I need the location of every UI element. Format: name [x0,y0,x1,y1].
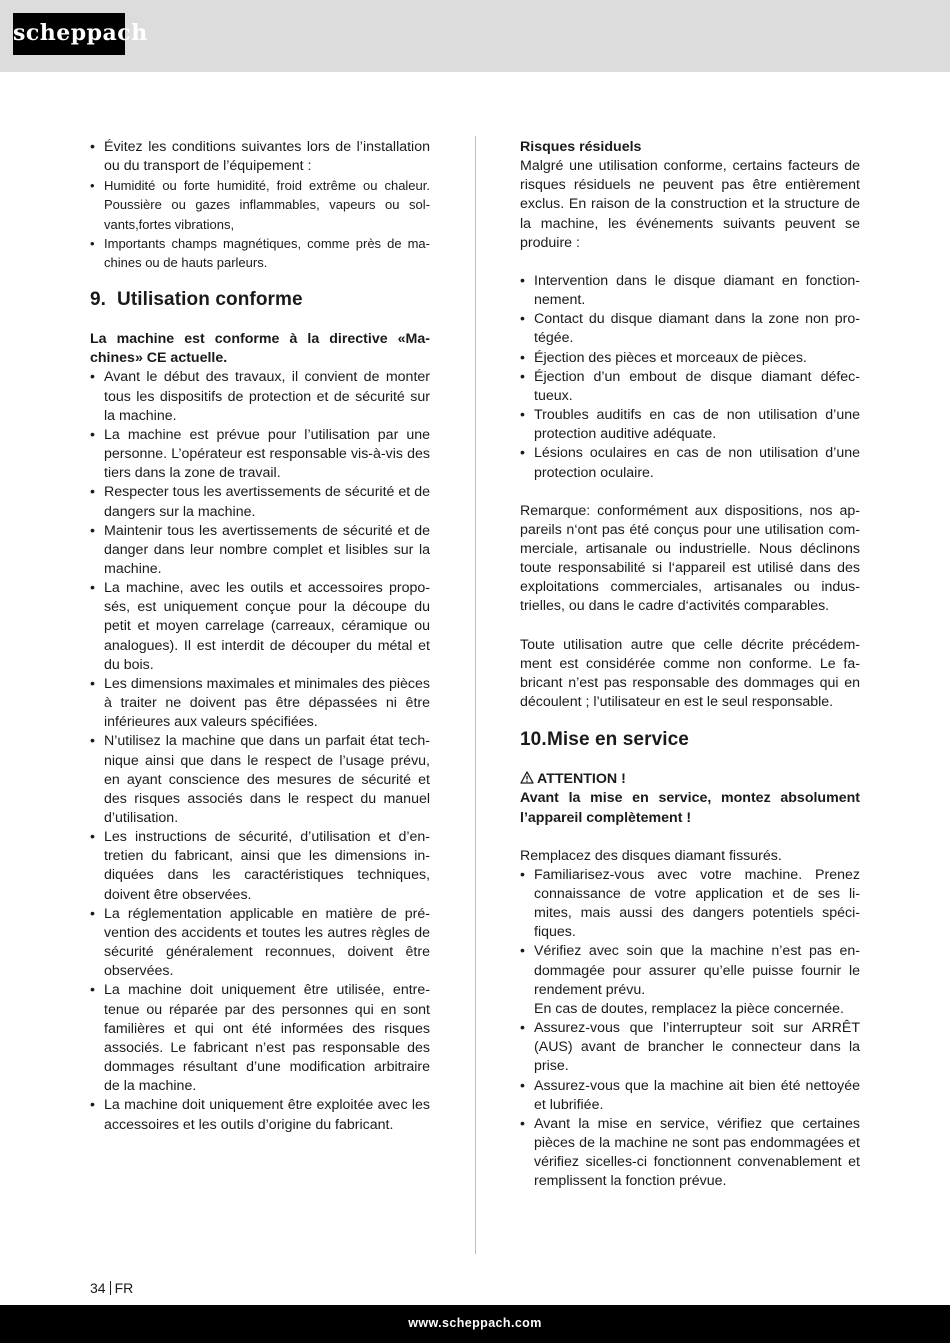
list-item: • Vérifiez avec soin que la machine n’est pas en-dommagée pour assurer qu’elle puisse fournir le rendement prévu. [520,942,860,999]
attention-label-line [520,770,860,789]
page-number-value: 34 [90,1280,106,1296]
directive-statement: La machine est conforme à la directive «Ma-chines» CE actuelle. [90,331,430,367]
list-item: • Éjection des pièces et morceaux de pièces. [520,349,860,368]
header-band [0,0,950,72]
residual-risks-intro: Malgré une utilisation conforme, certains facteurs de risques résiduels ne peuvent pas être entièrement exclus. En raison de la construction et la structure de la machine, les événements suivants peuvent se produire : [520,158,860,251]
list-item: • La machine est prévue pour l’utilisation par une personne. L’opérateur est responsable vis-à-vis des tiers dans la zone de travail. [90,426,430,483]
list-item: • La machine doit uniquement être utilisée, entre-tenue ou réparée par des personnes qui en sont familières et qui ont été informées des risques associés. Le fabricant n’est pas responsable des dommages résultant d’une modification arbitraire de la machine. [90,981,430,1096]
list-item: • Assurez-vous que l’interrupteur soit sur ARRÊT (AUS) avant de brancher le connecteur dans la prise. [520,1019,860,1076]
right-column [520,138,860,1192]
list-item: • Contact du disque diamant dans la zone non pro-tégée. [520,310,860,348]
section-title: Utilisation conforme [117,289,303,311]
language-code: FR [114,1280,134,1296]
section-number: 9. [90,289,107,311]
section-heading-9 [90,288,430,312]
attention-label: ATTENTION ! [537,771,626,788]
section-number: 10. [520,729,547,751]
nonconform-paragraph: Toute utilisation autre que celle décrite précédem-ment est considérée comme non conforme. Le fa-bricant n’est pas responsable des dommages qui en découlent ; l’utilisateur en est le seul responsable. [520,636,860,711]
replace-discs-line: Remplacez des disques diamant fissurés. [520,847,782,864]
doubt-line: En cas de doutes, remplacez la pièce concernée. [534,1000,844,1017]
list-item: • Intervention dans le disque diamant en fonction-nement. [520,272,860,310]
list-item: • Les instructions de sécurité, d’utilisation et d’en-tretien du fabricant, ainsi que les dimensions in-diquées dans les caractéristiques techniques, doivent être observées. [90,828,430,905]
list-item: • Familiarisez-vous avec votre machine. Prenez connaissance de votre application et de ses li-mites, mais aussi des dangers potentiels spéci-fiques. [520,866,860,943]
commissioning-list-continued [520,1019,860,1191]
list-item: • Évitez les conditions suivantes lors de l’installation ou du transport de l’équipement : [90,138,430,176]
page-separator [110,1281,111,1295]
list-item: • La réglementation applicable en matière de pré-vention des accidents et toutes les autres règles de sécurité généralement reconnues, doivent être observées. [90,905,430,982]
list-item: • Éjection d’un embout de disque diamant défec-tueux. [520,368,860,406]
list-item: • Assurez-vous que la machine ait bien été nettoyée et lubrifiée. [520,1077,860,1115]
website-url: www.scheppach.com [408,1316,542,1330]
list-item: • Les dimensions maximales et minimales des pièces à traiter ne doivent pas être dépassées ni être inférieures aux valeurs spécifiées. [90,675,430,732]
column-divider [475,136,476,1254]
list-item: • Avant la mise en service, vérifiez que certaines pièces de la machine ne sont pas endommagées et vérifiez sicelles-ci fonctionnent convenablement et remplissent la fonction prévue. [520,1115,860,1192]
section-heading-10 [520,728,860,752]
section-title: Mise en service [547,729,689,751]
residual-risks-title: Risques résiduels [520,139,642,155]
list-item: • Respecter tous les avertissements de sécurité et de dangers sur la machine. [90,483,430,521]
list-item: • Humidité ou forte humidité, froid extrême ou chaleur. Poussière ou gazes inflammables, vapeurs ou sol-vants,fortes vibrations, [90,176,430,233]
remark-paragraph: Remarque: conformément aux dispositions, nos ap-pareils n‘ont pas été conçus pour une utilisation com-merciale, artisanale ou industrielle. Nous déclinons toute responsabilité si l‘appareil est utilisé dans des exploitations commerciales, artisanales ou indus-trielles, ou dans le cadre d‘activités comparables. [520,502,860,615]
list-item: • La machine, avec les outils et accessoires propo-sés, est uniquement conçue pour la découpe du petit et moyen carrelage (carreaux, céramique ou analogues). Il est interdit de découper du métal et du bois. [90,579,430,675]
list-item: • Troubles auditifs en cas de non utilisation d’une protection auditive adéquate. [520,406,860,444]
warning-triangle-icon [520,771,534,784]
list-item: • Lésions oculaires en cas de non utilisation d’une protection oculaire. [520,444,860,482]
installation-conditions-list [90,138,430,272]
list-item: • Avant le début des travaux, il convient de monter tous les dispositifs de protection et de sécurité sur la machine. [90,368,430,425]
page-number [90,1280,133,1296]
left-column [90,138,430,1135]
residual-risks-list [520,272,860,483]
list-item: • La machine doit uniquement être exploitée avec les accessoires et les outils d’origine du fabricant. [90,1096,430,1134]
commissioning-list [520,866,860,1000]
attention-text: Avant la mise en service, montez absolument l’appareil complètement ! [520,790,860,826]
list-item: • Maintenir tous les avertissements de sécurité et de danger dans leur nombre complet et lisibles sur la machine. [90,522,430,579]
list-item: • Importants champs magnétiques, comme près de ma-chines ou de hauts parleurs. [90,234,430,272]
list-item: • N’utilisez la machine que dans un parfait état tech-nique ainsi que dans le respect de l’usage prévu, en ayant conscience des mesures de sécurité et des risques associés dans le respect du manuel d’utilisation. [90,732,430,828]
intended-use-list [90,368,430,1134]
footer-band [0,1305,950,1343]
scheppach-logo: scheppach [13,13,125,55]
